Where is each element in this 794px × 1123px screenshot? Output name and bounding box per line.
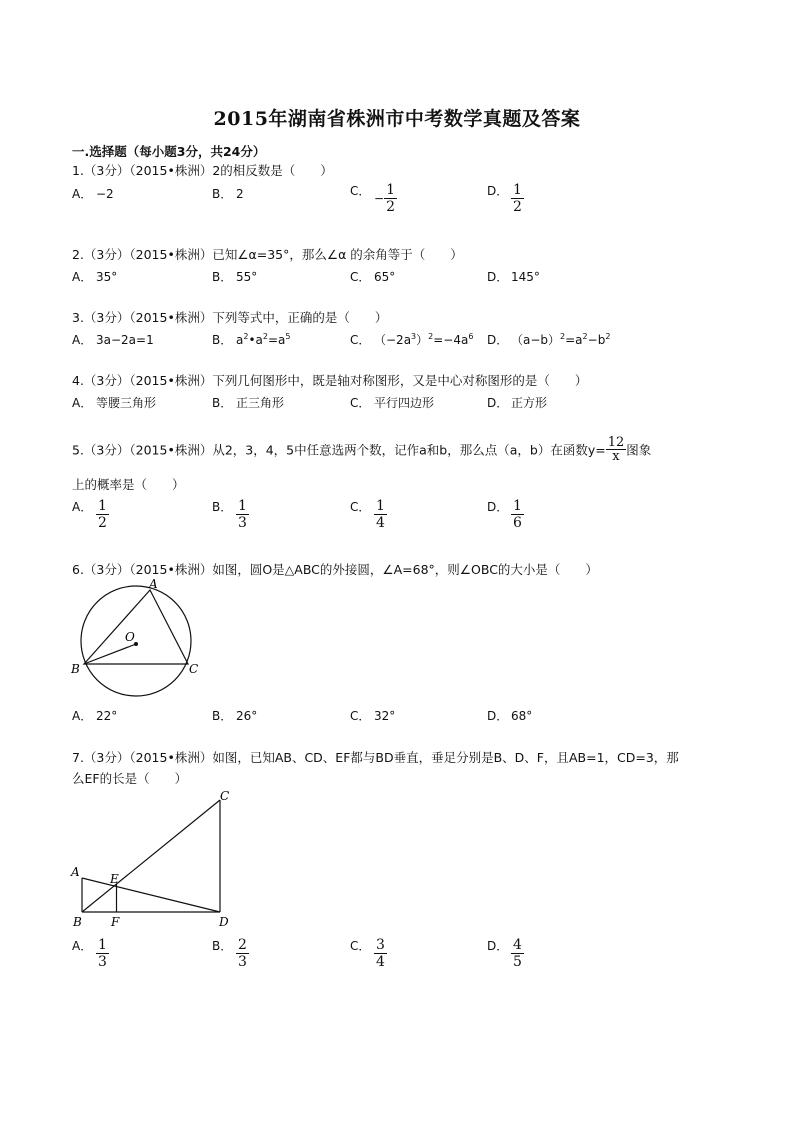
segment-ob xyxy=(84,644,136,664)
page-title: 2015年湖南省株洲市中考数学真题及答案 xyxy=(213,108,581,130)
q5-option-c: C． $\frac{1}{4}$ xyxy=(350,498,385,531)
q7-option-d: D． $\frac{4}{5}$ xyxy=(487,937,522,970)
question-2-text: 2.（3分）（2015•株洲）已知∠α=35°，那么∠α 的余角等于（ ） xyxy=(72,247,463,262)
question-5-text: 5.（3分）（2015•株洲）从2，3，4，5中任意选两个数，记作a和b，那么点（a，b）在函数y= $\frac{12}{x}$ 图象 xyxy=(72,435,652,464)
q7-option-b: B． $\frac{2}{3}$ xyxy=(212,937,247,970)
label-b: B xyxy=(71,662,80,676)
question-6-text: 6.（3分）（2015•株洲）如图，圆O是△ABC的外接圆，∠A=68°，则∠OBC的大小是（ ） xyxy=(72,562,598,577)
q4-option-d: D． 正方形 xyxy=(487,396,548,410)
q4-option-c: C． 平行四边形 xyxy=(350,396,435,410)
q6-option-c: C． 32° xyxy=(350,709,396,723)
q2-option-d: D． 145° xyxy=(487,270,540,284)
label-e: E xyxy=(110,872,119,886)
q5-option-a: A． $\frac{1}{2}$ xyxy=(72,498,107,531)
label-a: A xyxy=(149,577,158,591)
triangle-abc xyxy=(84,590,188,664)
label-o: O xyxy=(125,630,135,644)
q6-option-d: D． 68° xyxy=(487,709,533,723)
q4-option-b: B． 正三角形 xyxy=(212,396,285,410)
q1-option-a: A． −2 xyxy=(72,187,114,201)
q1-option-c: C．− $\frac{1}{2}$ xyxy=(350,182,395,215)
q3-option-b: B． $a^2•a^2=a^5$ xyxy=(212,332,291,347)
question-7-text-line2: 么EF的长是（ ） xyxy=(72,771,188,786)
question-3-text: 3.（3分）（2015•株洲）下列等式中，正确的是（ ） xyxy=(72,310,388,325)
q4-option-a: A． 等腰三角形 xyxy=(72,396,157,410)
label-b: B xyxy=(73,915,82,929)
label-a: A xyxy=(71,865,80,879)
q3-option-c: C． $(-2a^3)^2=-4a^6$ xyxy=(350,332,474,347)
q1-option-b: B． 2 xyxy=(212,187,244,201)
section-heading: 一.选择题（每小题3分，共24分） xyxy=(72,144,266,159)
q2-option-a: A． 35° xyxy=(72,270,118,284)
label-c: C xyxy=(220,789,230,803)
circle-o xyxy=(81,586,191,696)
question-7-text: 7.（3分）（2015•株洲）如图，已知AB、CD、EF都与BD垂直，垂足分别是B、D、F，且AB=1，CD=3，那 xyxy=(72,750,679,765)
function-fraction: $\frac{12}{x}$ xyxy=(607,435,625,464)
q7-option-a: A． $\frac{1}{3}$ xyxy=(72,937,107,970)
label-d: D xyxy=(219,915,229,929)
q1-option-d: D． $\frac{1}{2}$ xyxy=(487,182,522,215)
q7-option-c: C． $\frac{3}{4}$ xyxy=(350,937,385,970)
question-1-text: 1.（3分）（2015•株洲）2的相反数是（ ） xyxy=(72,163,333,178)
q2-option-c: C． 65° xyxy=(350,270,396,284)
question-5-text-line2: 上的概率是（ ） xyxy=(72,477,185,492)
question-4-text: 4.（3分）（2015•株洲）下列几何图形中，既是轴对称图形，又是中心对称图形的是（ ） xyxy=(72,373,588,388)
circumcircle-figure xyxy=(68,576,208,706)
q3-option-d: D． $(a-b)^2=a^2-b^2$ xyxy=(487,332,611,347)
q6-option-a: A． 22° xyxy=(72,709,118,723)
q5-option-d: D． $\frac{1}{6}$ xyxy=(487,498,522,531)
label-c: C xyxy=(189,662,199,676)
q2-option-b: B． 55° xyxy=(212,270,258,284)
q5-option-b: B． $\frac{1}{3}$ xyxy=(212,498,247,531)
q6-option-b: B． 26° xyxy=(212,709,258,723)
perpendicular-segments-figure xyxy=(68,786,243,932)
q3-option-a: A． 3a−2a=1 xyxy=(72,333,154,347)
label-f: F xyxy=(111,915,120,929)
